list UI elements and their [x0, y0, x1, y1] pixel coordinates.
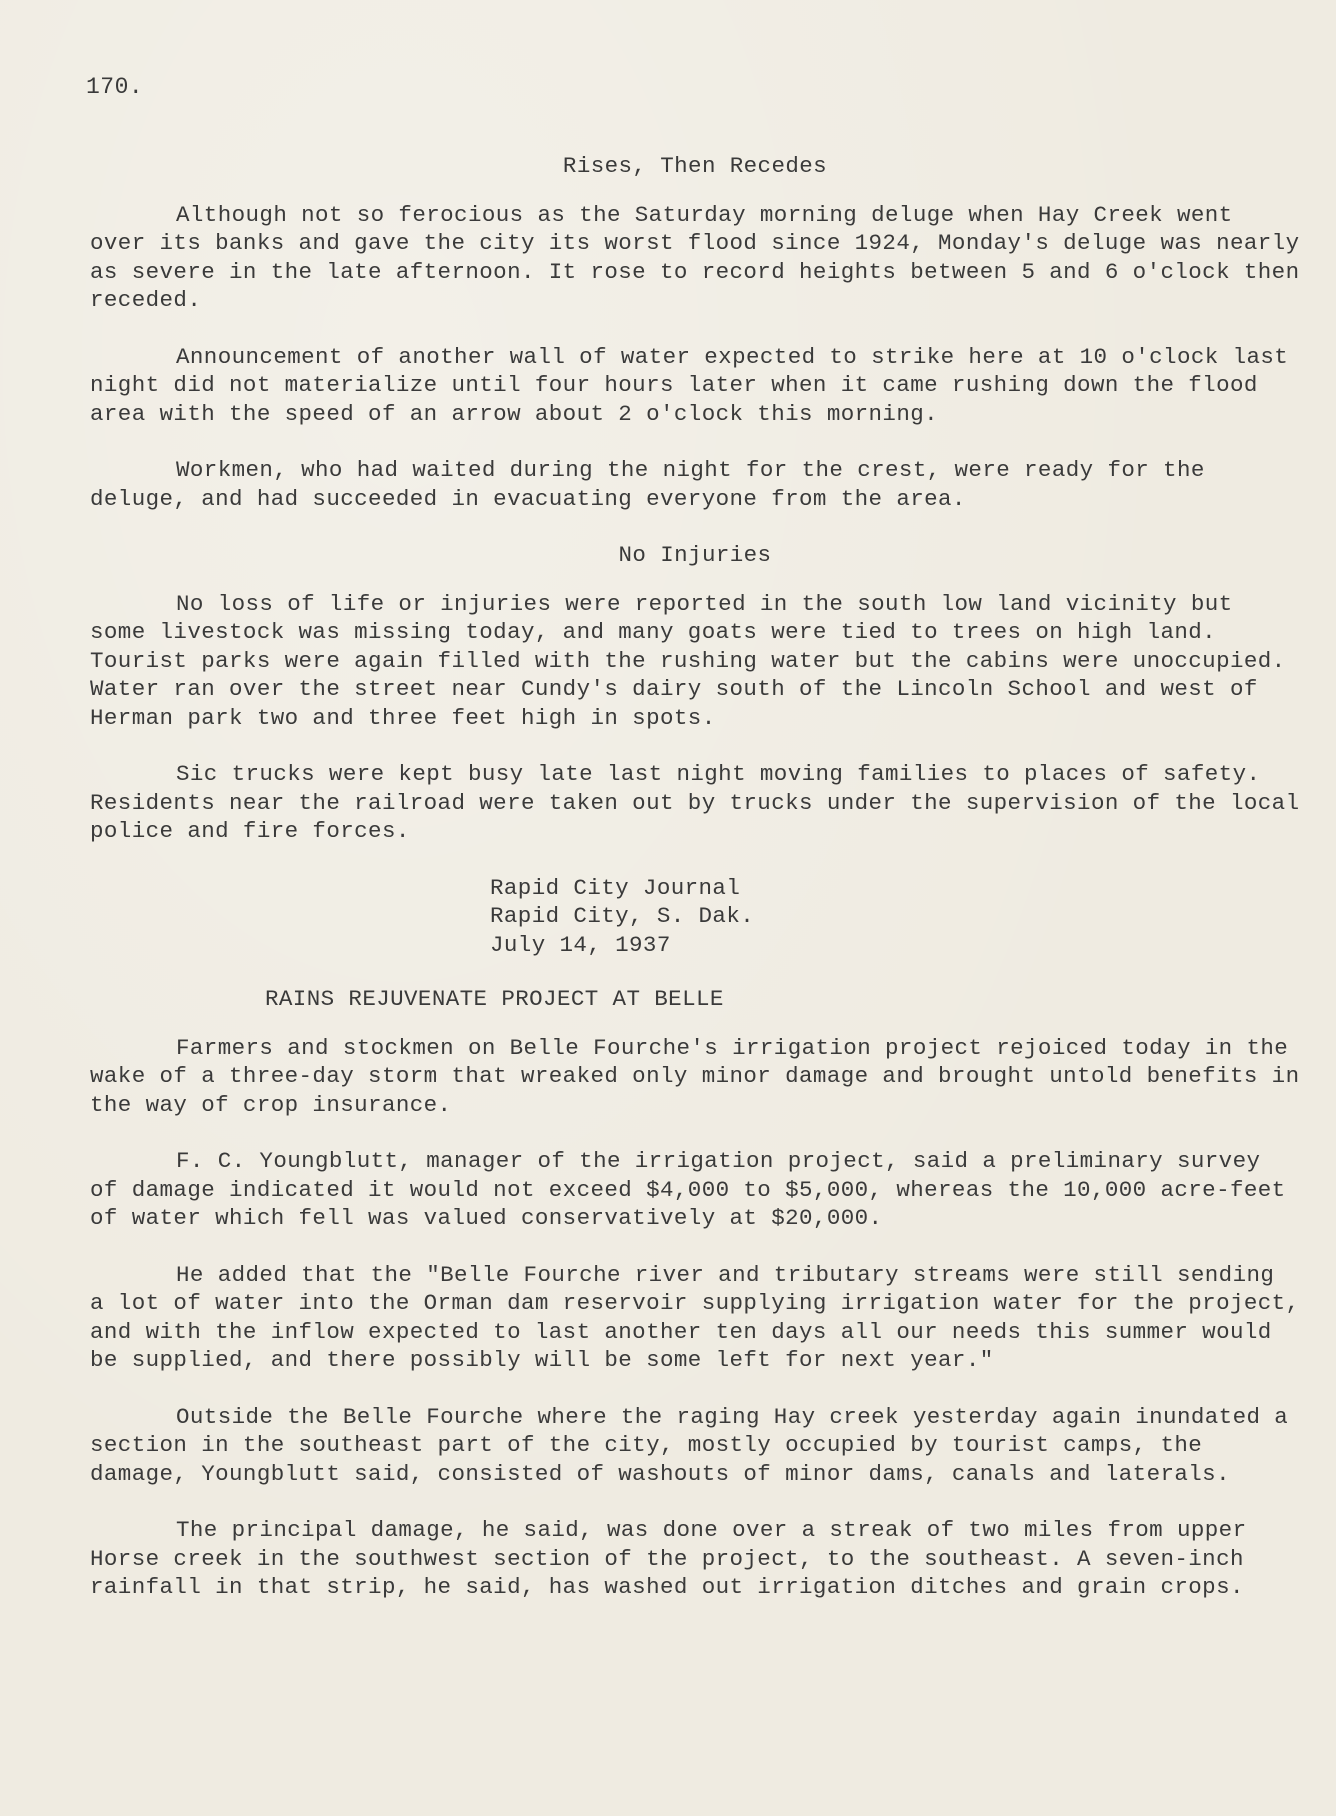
section-heading-rises: Rises, Then Recedes — [562, 153, 828, 179]
citation-place: Rapid City, S. Dak. — [490, 903, 755, 929]
section-heading-no-injuries: No Injuries — [618, 542, 772, 568]
article-body — [90, 152, 1300, 1630]
paragraph: He added that the "Belle Fourche river and tributary streams were still sending a lot of water into the Orman dam reservoir supplying irrigation water for the project, and with the inflow expected to last another ten days all our needs this summer would be supplied, and there possibly will be some left for next year." — [90, 1261, 1300, 1373]
citation-publication: Rapid City Journal — [490, 874, 741, 901]
paragraph: Farmers and stockmen on Belle Fourche's irrigation project rejoiced today in the wake of a three-day storm that wreaked only minor damage and brought untold benefits in the way of crop insurance. — [90, 1034, 1300, 1118]
paragraph: Although not so ferocious as the Saturday morning deluge when Hay Creek went over its banks and gave the city its worst flood since 1924, Monday's deluge was nearly as severe in the late afternoon. It rose to record heights between 5 and 6 o'clock then receded. — [90, 201, 1300, 313]
page-number: 170. — [86, 74, 144, 100]
paragraph: Outside the Belle Fourche where the raging Hay creek yesterday again inundated a section in the southeast part of the city, mostly occupied by tourist camps, the damage, Youngblutt said, consisted of washouts of minor dams, canals and laterals. — [90, 1403, 1289, 1487]
paragraph: F. C. Youngblutt, manager of the irrigation project, said a preliminary survey of damage indicated it would not exceed $4,000 to $5,000, whereas the 10,000 acre-feet of water which fell was valued conservatively at $20,000. — [90, 1148, 1286, 1231]
citation-date: July 14, 1937 — [490, 931, 671, 958]
paragraph: Workmen, who had waited during the night for the crest, were ready for the deluge, and had succeeded in evacuating everyone from the area. — [90, 457, 1205, 512]
section-heading-belle: RAINS REJUVENATE PROJECT AT BELLE — [265, 986, 724, 1012]
paragraph: Sic trucks were kept busy late last night moving families to places of safety. Residents near the railroad were taken out by trucks under the supervision of the local police and fire forces. — [90, 761, 1300, 844]
source-citation — [490, 874, 1300, 960]
paragraph: No loss of life or injuries were reported in the south low land vicinity but some livestock was missing today, and many goats were tied to trees on high land. Tourist parks were again filled with the rushing water but the cabins were unoccupied. Water ran over the street near Cundy's dairy south of the Lincoln School and west of Herman park two and three feet high in spots. — [90, 590, 1286, 731]
paragraph: Announcement of another wall of water expected to strike here at 10 o'clock last night did not materialize until four hours later when it came rushing down the flood area with the speed of an arrow about 2 o'clock this morning. — [90, 343, 1289, 427]
paragraph: The principal damage, he said, was done over a streak of two miles from upper Horse creek in the southwest section of the project, to the southeast. A seven-inch rainfall in that strip, he said, has washed out irrigation ditches and grain crops. — [90, 1517, 1247, 1600]
